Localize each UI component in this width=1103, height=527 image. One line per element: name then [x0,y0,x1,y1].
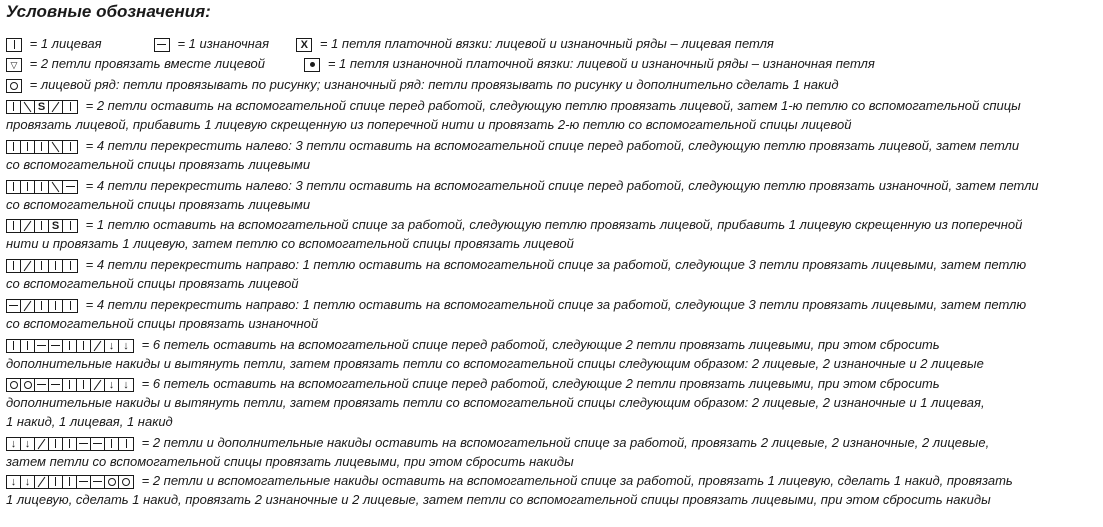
item-8-line-2: дополнительные накиды и вытянуть петли, затем провязать петли со вспомогательной спицы следующим образом: 2 лицевые, 2 изнаночные и 1 лицевая, [6,395,985,410]
item-5-line-1: = 4 петли перекрестить направо: 1 петлю оставить на вспомогательной спице за работой, следующие 3 петли провязать лицевыми, затем петлю [85,257,1027,272]
item-2-line-2: со вспомогательной спицы провязать лицевыми [6,157,311,172]
cable-symbol-3 [6,180,78,194]
item-1-line-1: = 2 петли оставить на вспомогательной спице перед работой, следующую петлю провязать лицевой, затем 1-ю петлю со вспомогательной спицы [85,98,1021,113]
yarn-over-symbol [6,79,22,93]
cable-symbol-8: ↓ ↓ [6,378,134,392]
cable-symbol-1: S [6,100,78,114]
item-7-line-2: дополнительные накиды и вытянуть петли, затем провязать петли со вспомогательной спицы следующим образом: 2 лицевые, 2 изнаночные и 2 лицевые [6,356,984,371]
legend-item-8 [6,374,940,393]
legend-row-2 [6,54,875,73]
cable-symbol-9: ↓ ↓ [6,437,134,451]
legend-item-2 [6,136,1019,155]
cable-symbol-5 [6,259,78,273]
legend-item-5 [6,255,1026,274]
cable-symbol-2 [6,140,78,154]
item-10-line-2: 1 лицевую, сделать 1 накид, провязать 2 изнаночные и 2 лицевые, затем петли со вспомогательной спицы провязать лицевыми, при этом сбросить накиды [6,492,991,507]
knit-symbol [6,38,22,52]
legend-title: Условные обозначения: [6,2,211,21]
cable-symbol-10: ↓ ↓ [6,475,134,489]
legend-item-4 [6,215,1022,234]
legend-item-6 [6,295,1026,314]
item-6-line-1: = 4 петли перекрестить направо: 1 петлю оставить на вспомогательной спице за работой, следующие 3 петли провязать лицевыми, затем петлю [85,297,1027,312]
item-3-line-1: = 4 петли перекрестить налево: 3 петли оставить на вспомогательной спице перед работой, следующую петлю провязать изнаночной, затем петли [85,178,1039,193]
legend-item-9 [6,433,989,452]
garter-knit-symbol: X [296,38,312,52]
legend-row-1 [6,34,774,53]
purl-symbol [154,38,170,52]
yarn-over-text: = лицевой ряд: петли провязывать по рисунку; изнаночный ряд: петли провязывать по рисунку и дополнительно сделать 1 накид [29,77,839,92]
k2tog-symbol: ▽ [6,58,22,72]
item-9-line-2: затем петли со вспомогательной спицы провязать лицевыми, при этом сбросить накиды [6,454,574,469]
item-3-line-2: со вспомогательной спицы провязать лицевыми [6,197,311,212]
item-1-line-2: провязать лицевой, прибавить 1 лицевую скрещенную из поперечной нити и провязать 2-ю петлю со вспомогательной спицы лицевой [6,117,852,132]
knit-text: = 1 лицевая [29,36,102,51]
garter-purl-text: = 1 петля изнаночной платочной вязки: лицевой и изнаночный ряды – изнаночная петля [327,56,875,71]
legend-item-7 [6,335,940,354]
legend-item-10 [6,471,1013,490]
legend-row-3 [6,75,839,94]
garter-purl-symbol [304,58,320,72]
legend-item-3 [6,176,1039,195]
item-4-line-2: нити и провязать 1 лицевую, затем петлю со вспомогательной спицы провязать лицевой [6,236,574,251]
item-2-line-1: = 4 петли перекрестить налево: 3 петли оставить на вспомогательной спице перед работой, следующую петлю провязать лицевой, затем петли [85,138,1020,153]
purl-text: = 1 изнаночная [177,36,270,51]
item-6-line-2: со вспомогательной спицы провязать изнаночной [6,316,319,331]
item-5-line-2: со вспомогательной спицы провязать лицевой [6,276,299,291]
item-10-line-1: = 2 петли и вспомогательные накиды оставить на вспомогательной спице за работой, провязать 1 лицевую, сделать 1 накид, провязать [141,473,1013,488]
item-7-line-1: = 6 петель оставить на вспомогательной спице перед работой, следующие 2 петли провязать лицевыми, при этом сбросить [141,337,940,352]
item-9-line-1: = 2 петли и дополнительные накиды оставить на вспомогательной спице за работой, провязать 2 лицевые, 2 изнаночные, 2 лицевые, [141,435,990,450]
item-8-line-1: = 6 петель оставить на вспомогательной спице перед работой, следующие 2 петли провязать лицевыми, при этом сбросить [141,376,940,391]
cable-symbol-6 [6,299,78,313]
garter-knit-text: = 1 петля платочной вязки: лицевой и изнаночный ряды – лицевая петля [319,36,774,51]
legend-item-1 [6,96,1021,115]
k2tog-text: = 2 петли провязать вместе лицевой [29,56,265,71]
item-8-line-3: 1 накид, 1 лицевая, 1 накид [6,414,173,429]
cable-symbol-7: ↓ ↓ [6,339,134,353]
item-4-line-1: = 1 петлю оставить на вспомогательной спице за работой, следующую петлю провязать лицевой, прибавить 1 лицевую скрещенную из поперечной [85,217,1023,232]
cable-symbol-4: S [6,219,78,233]
